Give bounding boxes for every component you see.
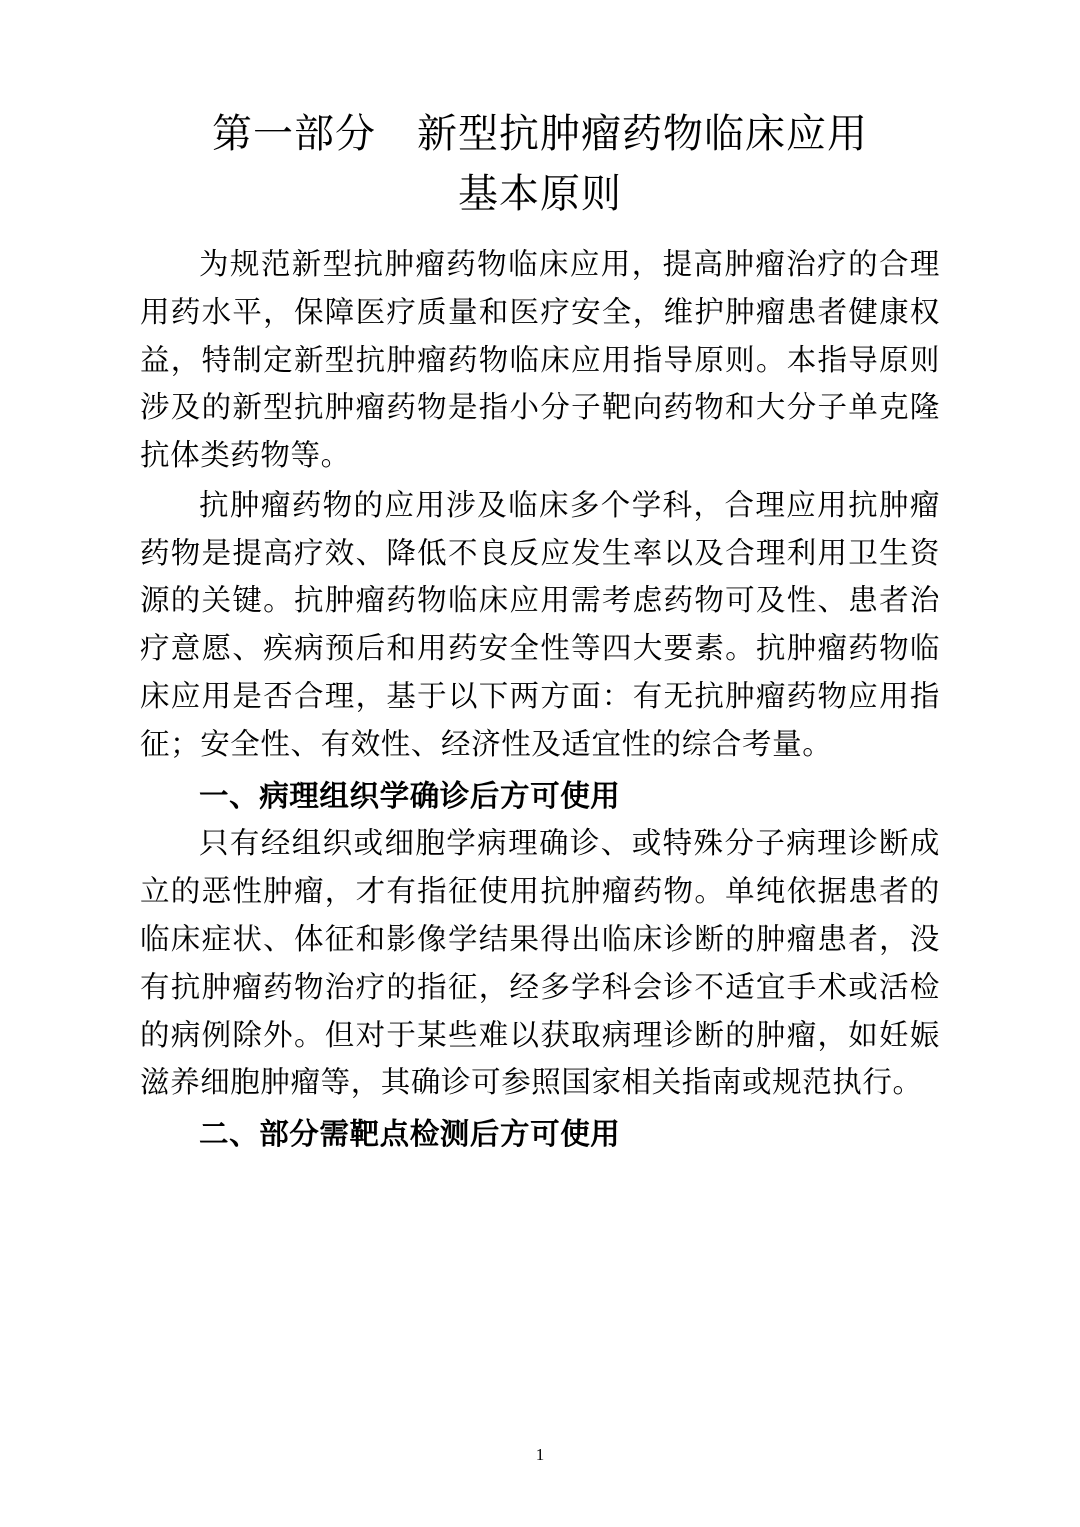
- paragraph-intro-purpose: 为规范新型抗肿瘤药物临床应用，提高肿瘤治疗的合理用药水平，保障医疗质量和医疗安全，维护肿瘤患者健康权益，特制定新型抗肿瘤药物临床应用指导原则。本指导原则涉及的新型抗肿瘤药物是指小分子靶向药物和大分子单克隆抗体类药物等。: [140, 249, 940, 473]
- page-title-line-2: 基本原则: [458, 171, 622, 216]
- paragraph-section-one-body: 只有经组织或细胞学病理确诊、或特殊分子病理诊断成立的恶性肿瘤，才有指征使用抗肿瘤药物。单纯依据患者的临床症状、体征和影像学结果得出临床诊断的肿瘤患者，没有抗肿瘤药物治疗的指征，经多学科会诊不适宜手术或活检的病例除外。但对于某些难以获取病理诊断的肿瘤，如妊娠滋养细胞肿瘤等，其确诊可参照国家相关指南或规范执行。: [140, 828, 940, 1100]
- section-heading-one: 一、病理组织学确诊后方可使用: [199, 780, 621, 813]
- page-title: [140, 104, 940, 224]
- paragraph-intro-principles: 抗肿瘤药物的应用涉及临床多个学科，合理应用抗肿瘤药物是提高疗效、降低不良反应发生率以及合理利用卫生资源的关键。抗肿瘤药物临床应用需考虑药物可及性、患者治疗意愿、疾病预后和用药安全性等四大要素。抗肿瘤药物临床应用是否合理，基于以下两方面：有无抗肿瘤药物应用指征；安全性、有效性、经济性及适宜性的综合考量。: [140, 489, 940, 761]
- page-title-line-1: 第一部分 新型抗肿瘤药物临床应用: [212, 111, 868, 156]
- section-heading-two: 二、部分需靶点检测后方可使用: [199, 1119, 621, 1152]
- page-number: 1: [535, 1445, 545, 1464]
